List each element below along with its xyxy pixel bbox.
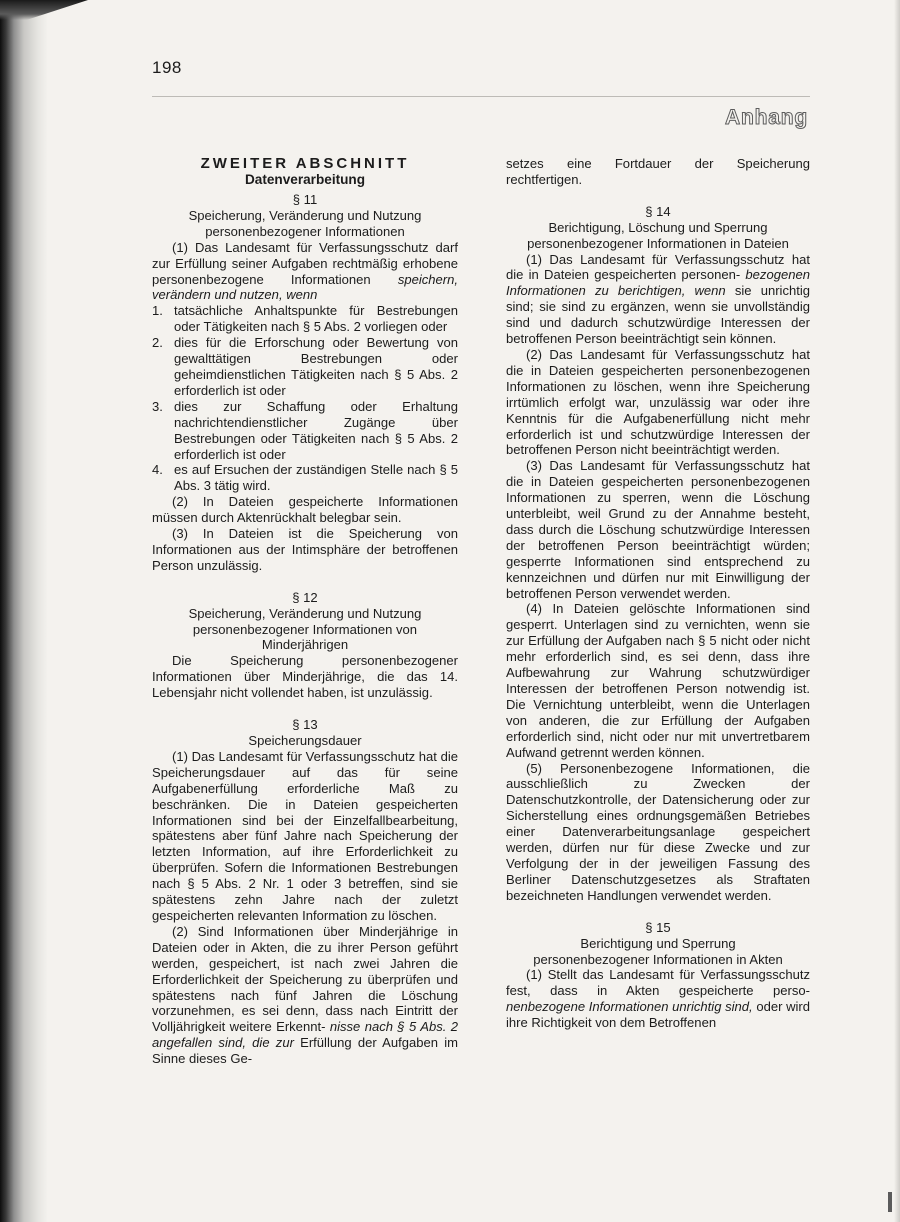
section-13-number: § 13 bbox=[292, 717, 318, 733]
section-14-number: § 14 bbox=[645, 203, 671, 219]
section-11-title-line2: personenbezogener Informationen bbox=[205, 223, 405, 239]
section-12-number: § 12 bbox=[292, 589, 318, 605]
list-item bbox=[152, 399, 458, 463]
section-11-paragraph-1-italic: speichern, verändern und nutzen, wenn bbox=[152, 271, 459, 303]
section-14-paragraph-4: (4) In Dateien gelöschte Informationen sind gesperrt. Unterlagen sind zu vernichten, wenn sie zur Erfüllung der Aufgaben nach § 5 nicht oder nicht mehr erforderlich sind, es sei denn, dass ihre Aufbewahrung zur Wahrung schutzwürdiger Interessen der betroffenen Person notwendig ist. Die Vernichtung unterbleibt, wenn die Unterlagen von anderen, die zur Erfüllung der Aufgaben erforderlich sind, nicht oder nur mit unvertretbarem Aufwand getrennt werden können. bbox=[506, 601, 810, 760]
scan-mark bbox=[888, 1192, 892, 1212]
list-item-text: dies zur Schaffung oder Erhaltung nachrichtendienstlicher Zugänge über Bestrebungen oder Tätigkeiten nach § 5 Abs. 2 erforderlich ist oder bbox=[174, 398, 458, 462]
header-rule bbox=[152, 96, 810, 97]
section-12-title-line3: Minderjährigen bbox=[261, 637, 349, 653]
section-14-paragraph-1 bbox=[506, 252, 810, 347]
section-14-paragraph-2: (2) Das Landesamt für Verfassungsschutz hat die in Dateien gespeicherten personenbezogenen Informationen zu löschen, wenn ihre Speicherung irrtümlich erfolgt war, unzulässig war oder ihre Kenntnis für die Aufgabenerfüllung nicht mehr erforderlich ist und schutzwürdige Interessen der betroffenen Person nicht beeinträchtigt werden. bbox=[506, 346, 810, 458]
list-item bbox=[152, 462, 458, 494]
section-11-paragraph-1-text: (1) Das Landesamt für Verfassungsschutz darf zur Erfüllung seiner Aufgaben rechtmäßig erhobene personenbezogene Informationen bbox=[152, 239, 458, 287]
section-11-number: § 11 bbox=[292, 192, 318, 207]
spacer bbox=[152, 574, 458, 590]
section-15-title-line2: personenbezogener Informationen in Akten bbox=[533, 951, 783, 967]
section-12-title-line1: Speicherung, Veränderung und Nutzung bbox=[188, 605, 422, 621]
running-head: Anhang bbox=[725, 106, 808, 129]
section-14-paragraph-5: (5) Personenbezogene Informationen, die ausschließlich zu Zwecken der Datenschutzkontrolle, der Datensicherung oder zur Sicherstellung eines ordnungsgemäßen Betriebes einer Datenverarbeitungsanlage gespeichert werden, dürfen nur für diese Zwecke und zur Verfolgung der in der jeweiligen Fassung des Berliner Datenschutzgesetzes als Straftaten bezeichneten Handlungen verwendet werden. bbox=[506, 760, 810, 903]
subchapter-heading: Datenverarbeitung bbox=[244, 172, 366, 187]
section-12-paragraph-1: Die Speicherung personenbezogener Informationen über Minderjährige, die das 14. Lebensjahr nicht vollendet haben, ist unzulässig. bbox=[152, 653, 458, 701]
list-item-text: es auf Ersuchen der zuständigen Stelle nach § 5 Abs. 3 tätig wird. bbox=[174, 462, 458, 494]
spacer bbox=[506, 188, 810, 204]
section-11-paragraph-2: (2) In Dateien gespeicherte Informationen müssen durch Aktenrückhalt belegbar sein. bbox=[152, 494, 458, 526]
section-15-paragraph-1-text: (1) Stellt das Landesamt für Verfassungsschutz fest, dass in Akten gespeicherte perso- bbox=[506, 967, 810, 999]
section-13-paragraph-2 bbox=[152, 924, 458, 1067]
section-15-paragraph-1-rest: oder wird ihre Richtigkeit von dem Betroffenen bbox=[506, 999, 810, 1031]
section-15-title-line1: Berichtigung und Sperrung bbox=[580, 935, 736, 951]
spacer bbox=[152, 701, 458, 717]
section-11-paragraph-3: (3) In Dateien ist die Speicherung von Informationen aus der Intimsphäre der betroffenen Person unzulässig. bbox=[152, 526, 458, 573]
right-column bbox=[506, 156, 810, 1031]
section-13-paragraph-2-text: (2) Sind Informationen über Minderjährige in Dateien oder in Akten, die zu ihrer Person geführt werden, gespeichert, ist nach zwei Jahren die Erforderlichkeit der Speicherung zu überprüfen und spätestens nach fünf Jahren die Löschung vorzunehmen, es sei denn, dass nach Eintritt der Volljährigkeit weitere Erkennt- bbox=[152, 923, 458, 1035]
section-15-paragraph-1 bbox=[506, 967, 810, 1031]
section-14-paragraph-1-italic: bezogenen Informationen zu berichtigen, wenn bbox=[506, 267, 810, 299]
list-item-text: tatsächliche Anhaltspunkte für Bestrebungen oder Tätigkeiten nach § 5 Abs. 2 vorliegen oder bbox=[174, 303, 458, 335]
left-column bbox=[152, 156, 458, 1067]
list-item-number: 1. bbox=[152, 303, 163, 319]
section-13-title: Speicherungsdauer bbox=[248, 733, 362, 748]
section-11-paragraph-1 bbox=[152, 240, 458, 304]
section-13-paragraph-2-end: Erfüllung der Aufgaben im Sinne dieses Ge- bbox=[152, 1035, 458, 1067]
list-item-number: 2. bbox=[152, 335, 163, 351]
page-edge bbox=[894, 0, 900, 1222]
section-11-title-line1: Speicherung, Veränderung und Nutzung bbox=[188, 207, 422, 223]
page-number: 198 bbox=[152, 58, 182, 77]
book-binding-shadow bbox=[0, 0, 48, 1222]
section-14-paragraph-1-text: (1) Das Landesamt für Verfassungsschutz hat die in Dateien gespeicherten personen- bbox=[506, 251, 810, 283]
spacer bbox=[506, 904, 810, 920]
list-item bbox=[152, 303, 458, 335]
section-14-paragraph-3: (3) Das Landesamt für Verfassungsschutz hat die in Dateien gespeicherten personenbezogenen Informationen zu sperren, wenn die Löschung unterbleibt, weil Grund zu der Annahme besteht, dass durch die Löschung schutzwürdige Interessen der betroffenen Person beeinträchtigt würden; gesperrte Informationen sind entsprechend zu kennzeichnen und dürfen nur mit Einwilligung der betroffenen Person verwendet werden. bbox=[506, 458, 810, 601]
section-14-paragraph-1-rest: sie unrichtig sind; sie sind zu ergänzen, wenn sie unvollständig sind und dadurch schutzwürdige Interessen der betroffenen Person beeinträchtigt sein können. bbox=[506, 283, 811, 347]
section-13-paragraph-1: (1) Das Landesamt für Verfassungsschutz hat die Speicherungsdauer auf das für seine Aufgabenerfüllung erforderliche Maß zu beschränken. Die in Dateien gespeicherten Informationen sind bei der Einzelfallbearbeitung, spätestens aber fünf Jahre nach Speicherung der letzten Information, auf ihre Erforderlichkeit zu überprüfen. Sofern die Informationen Bestrebungen nach § 5 Abs. 2 Nr. 1 oder 3 betreffen, sind sie spätestens zehn Jahre nach der zuletzt gespeicherten relevanten Information zu löschen. bbox=[152, 748, 458, 923]
section-12-title-line2: personenbezogener Informationen von bbox=[192, 621, 418, 637]
chapter-heading: ZWEITER ABSCHNITT bbox=[200, 155, 410, 172]
section-14-title-line2: personenbezogener Informationen in Dateien bbox=[527, 235, 789, 251]
section-15-paragraph-1-italic: nenbezogene Informationen unrichtig sind, bbox=[506, 999, 753, 1015]
section-15-number: § 15 bbox=[645, 919, 671, 935]
section-13-continuation: setzes eine Fortdauer der Speicherung rechtfertigen. bbox=[506, 156, 810, 187]
list-item-number: 3. bbox=[152, 398, 163, 414]
section-13-paragraph-2-italic: nisse nach § 5 Abs. 2 angefallen sind, die zur bbox=[152, 1019, 459, 1051]
section-14-title-line1: Berichtigung, Löschung und Sperrung bbox=[548, 219, 768, 235]
list-item-number: 4. bbox=[152, 462, 163, 478]
list-item-text: dies für die Erforschung oder Bewertung von gewalttätigen Bestrebungen oder geheimdienstlichen Tätigkeiten nach § 5 Abs. 2 erforderlich ist oder bbox=[174, 335, 458, 398]
list-item bbox=[152, 335, 458, 399]
